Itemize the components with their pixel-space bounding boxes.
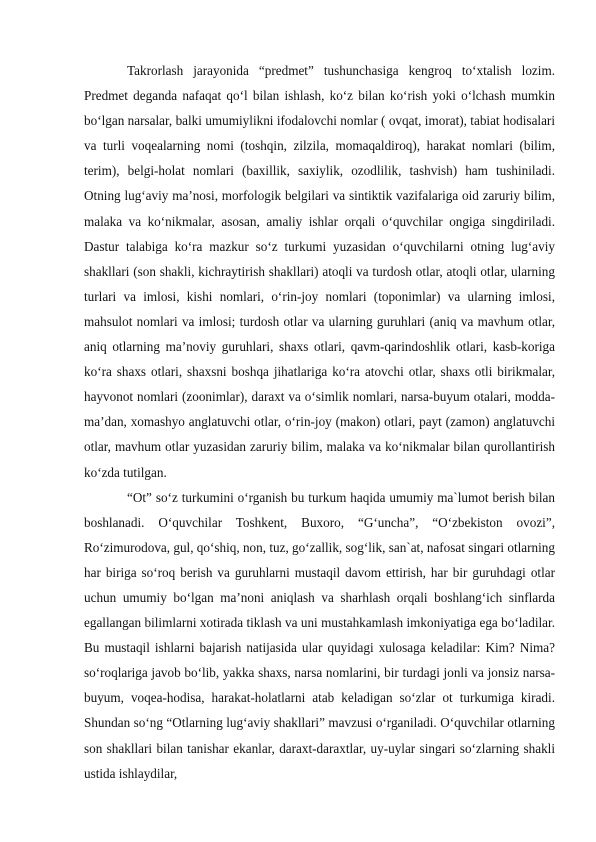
- paragraph-1: Takrorlash jarayonida “predmet” tushunchasiga kengroq to‘xtalish lozim. Predmet deganda nafaqat qo‘l bilan ishlash, ko‘z bilan ko‘rish yoki o‘lchash mumkin bo‘lgan narsalar, balki umumiylikni ifodalovchi nomlar ( ovqat, imorat), tabiat hodisalari va turli voqealarning nomi (toshqin, zilzila, momaqaldiroq), harakat nomlari (bilim, terim), belgi-holat nomlari (baxillik, saxiylik, ozodlilik, tashvish) ham tushiniladi. Otning lug‘aviy ma’nosi, morfologik belgilari va sintiktik vazifalariga oid zaruriy bilim, malaka va ko‘nikmalar, asosan, amaliy ishlar orqali o‘quvchilar ongiga singdiriladi. Dastur talabiga ko‘ra mazkur so‘z turkumi yuzasidan o‘quvchilarni otning lug‘aviy shakllari (son shakli, kichraytirish shakllari) atoqli va turdosh otlar, atoqli otlar, ularning turlari va imlosi, kishi nomlari, o‘rin-joy nomlari (toponimlar) va ularning imlosi, mahsulot nomlari va imlosi; turdosh otlar va ularning guruhlari (aniq va mavhum otlar, aniq otlarning ma’noviy guruhlari, shaxs otlari, qavm-qarindoshlik otlari, kasb-koriga ko‘ra shaxs otlari, shaxsni boshqa jihatlariga ko‘ra atovchi otlar, shaxs otli birikmalar, hayvonot nomlari (zoonimlar), daraxt va o‘simlik nomlari, narsa-buyum otalari, modda-ma’dan, xomashyo anglatuvchi otlar, o‘rin-joy (makon) otlari, payt (zamon) anglatuvchi otlar, mavhum otlar yuzasidan zaruriy bilim, malaka va ko‘nikmalar bilan qurollantirish ko‘zda tutilgan.: [84, 63, 555, 480]
- document-page: [84, 58, 555, 786]
- paragraph-2: “Ot” so‘z turkumini o‘rganish bu turkum haqida umumiy ma`lumot berish bilan boshlanadi. O‘quvchilar Toshkent, Buxoro, “G‘uncha”, “O‘zbekiston ovozi”, Ro‘zimurodova, gul, qo‘shiq, non, tuz, go‘zallik, sog‘lik, san`at, nafosat singari otlarning har biriga so‘roq berish va guruhlarni mustaqil davom ettirish, har bir guruhdagi otlar uchun umumiy bo‘lgan ma’noni aniqlash va sharhlash orqali boshlang‘ich sinflarda egallangan bilimlarni xotirada tiklash va uni mustahkamlash imkoniyatiga ega bo‘ladilar. Bu mustaqil ishlarni bajarish natijasida ular quyidagi xulosaga keladilar: Kim? Nima? so‘roqlariga javob bo‘lib, yakka shaxs, narsa nomlarini, bir turdagi jonli va jonsiz narsa-buyum, voqea-hodisa, harakat-holatlarni atab keladigan so‘zlar ot turkumiga kiradi. Shundan so‘ng “Otlarning lug‘aviy shakllari” mavzusi o‘rganiladi. O‘quvchilar otlarning son shakllari bilan tanishar ekanlar, daraxt-daraxtlar, uy-uylar singari so‘zlarning shakli ustida ishlaydilar,: [84, 489, 555, 781]
